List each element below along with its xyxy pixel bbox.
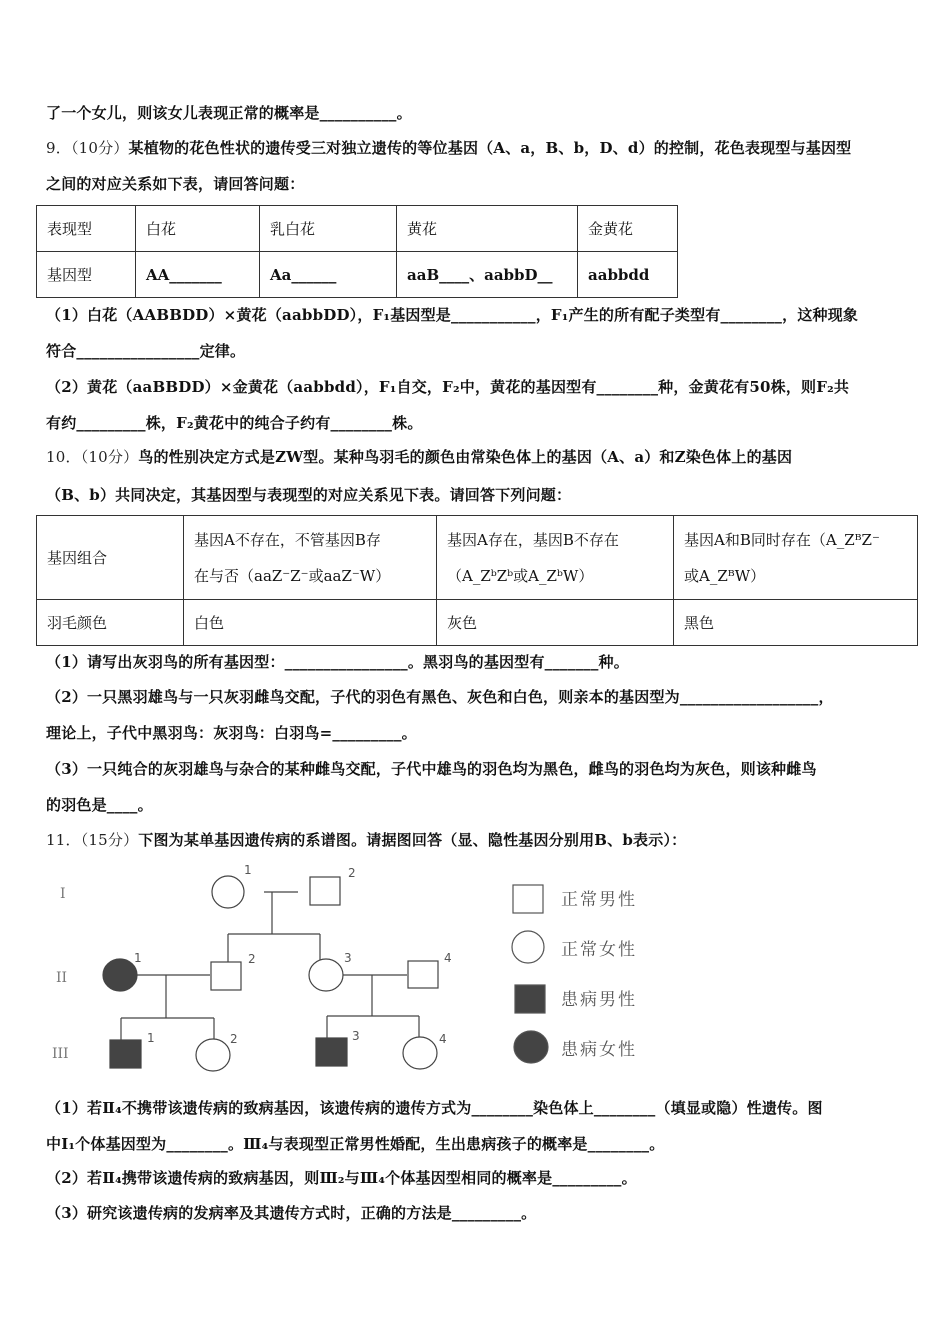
- I-1-number: 1: [244, 863, 252, 877]
- table-cell: 白色: [184, 600, 437, 646]
- gen-label-II: II: [56, 970, 68, 986]
- legend-normal-male: 正常男性: [561, 890, 637, 910]
- III-4-number: 4: [439, 1032, 447, 1046]
- q9-table-row-genotype: [37, 252, 678, 298]
- cell-line: 基因A和B同时存在（A_ZᴮZ⁻: [684, 530, 880, 549]
- III-3-affected-male-icon: [316, 1038, 347, 1066]
- q10-stem-line2: （B、b）共同决定，其基因型与表现型的对应关系见下表。请回答下列问题：: [46, 486, 572, 504]
- q11-sub1-line1: （1）若Ⅱ₄不携带该遗传病的致病基因，该遗传病的遗传方式为________染色体上________（填显或隐）性遗传。图: [46, 1099, 823, 1117]
- table-cell: [184, 516, 437, 600]
- cell-line: 基因A存在，基因B不存在: [447, 530, 619, 549]
- q10-number: 10．: [46, 448, 81, 466]
- I-2-normal-male-icon: [310, 877, 340, 905]
- table-cell: 表现型: [37, 206, 136, 252]
- generation-labels: [52, 886, 69, 1062]
- intro-line: 了一个女儿，则该女儿表现正常的概率是__________。: [46, 104, 412, 122]
- table-cell: 黑色: [674, 600, 918, 646]
- table-cell: 金黄花: [578, 206, 678, 252]
- q9-table: [36, 205, 678, 298]
- table-cell: 灰色: [437, 600, 674, 646]
- II-1-number: 1: [134, 951, 142, 965]
- q10-stem-text: 鸟的性别决定方式是ZW型。某种鸟羽毛的颜色由常染色体上的基因（A、a）和Z染色体上的基因: [138, 448, 793, 466]
- q9-sub1-line2: 符合________________定律。: [46, 342, 246, 360]
- q11-stem: [46, 830, 686, 850]
- q9-stem-text: 某植物的花色性状的遗传受三对独立遗传的等位基因（A、a，B、b，D、d）的控制，花色表现型与基因型: [128, 139, 852, 157]
- table-cell: aabbdd: [578, 252, 678, 298]
- III-2-normal-female-icon: [196, 1039, 230, 1071]
- affected-male-legend-icon: [515, 985, 545, 1013]
- q11-sub1-line2: 中Ⅰ₁个体基因型为________。Ⅲ₄与表现型正常男性婚配，生出患病孩子的概率是________。: [46, 1135, 665, 1153]
- q11-number: 11．: [46, 831, 81, 849]
- cell-line: 或A_ZᴮW）: [684, 566, 766, 585]
- affected-female-legend-icon: [514, 1031, 548, 1063]
- q10-stem-line1: [46, 447, 792, 467]
- q10-table: [36, 515, 918, 646]
- q9-number: 9．: [46, 139, 71, 157]
- table-cell: [674, 516, 918, 600]
- q9-table-row-phenotype: [37, 206, 678, 252]
- q10-table-row-color: [37, 600, 918, 646]
- II-1-affected-female-icon: [103, 959, 137, 991]
- III-2-number: 2: [230, 1032, 238, 1046]
- table-cell: 基因型: [37, 252, 136, 298]
- q9-score: （10分）: [70, 139, 129, 157]
- pedigree-chart: [40, 858, 480, 1078]
- legend-affected-female: 患病女性: [561, 1040, 637, 1060]
- cell-line: （A_ZᵇZᵇ或A_ZᵇW）: [447, 566, 594, 585]
- table-cell: 乳白花: [260, 206, 397, 252]
- cell-line: 在与否（aaZ⁻Z⁻或aaZ⁻W）: [194, 566, 391, 585]
- q10-sub2-line2: 理论上，子代中黑羽鸟：灰羽鸟：白羽鸟=_________。: [46, 724, 417, 742]
- I-1-normal-female-icon: [212, 876, 244, 908]
- normal-male-legend-icon: [513, 885, 543, 913]
- table-cell: 基因组合: [37, 516, 184, 600]
- III-1-number: 1: [147, 1031, 155, 1045]
- q11-stem-text: 下图为某单基因遗传病的系谱图。请据图回答（显、隐性基因分别用B、b表示）：: [138, 831, 687, 849]
- table-cell: 白花: [136, 206, 260, 252]
- III-3-number: 3: [352, 1029, 360, 1043]
- II-2-number: 2: [248, 952, 256, 966]
- II-4-normal-male-icon: [408, 961, 438, 988]
- q10-sub3-line2: 的羽色是____。: [46, 796, 153, 814]
- table-cell: AA_______: [136, 252, 260, 298]
- table-cell: Aa______: [260, 252, 397, 298]
- q10-score: （10分）: [80, 448, 139, 466]
- table-cell: aaB____、aabbD__: [397, 252, 578, 298]
- q9-sub1-line1: （1）白花（AABBDD）×黄花（aabbDD），F₁基因型是___________，F₁产生的所有配子类型有________，这种现象: [46, 306, 859, 324]
- q10-table-row-genes: [37, 516, 918, 600]
- III-4-normal-female-icon: [403, 1037, 437, 1069]
- II-3-normal-female-icon: [309, 959, 343, 991]
- gen-label-I: I: [60, 886, 66, 902]
- q11-score: （15分）: [80, 831, 139, 849]
- table-cell: 羽毛颜色: [37, 600, 184, 646]
- I-2-number: 2: [348, 866, 356, 880]
- cell-line: 基因A不存在，不管基因B存: [194, 530, 381, 549]
- II-3-number: 3: [344, 951, 352, 965]
- II-4-number: 4: [444, 951, 452, 965]
- pedigree-legend: [505, 875, 665, 1070]
- q9-sub2-line2: 有约_________株，F₂黄花中的纯合子约有________株。: [46, 414, 423, 432]
- II-2-normal-male-icon: [211, 962, 241, 990]
- normal-female-legend-icon: [512, 931, 544, 963]
- q10-sub2-line1: （2）一只黑羽雄鸟与一只灰羽雌鸟交配，子代的羽色有黑色、灰色和白色，则亲本的基因型为__________________，: [46, 688, 834, 706]
- table-cell: [437, 516, 674, 600]
- III-1-affected-male-icon: [110, 1040, 141, 1068]
- q11-sub3: （3）研究该遗传病的发病率及其遗传方式时，正确的方法是_________。: [46, 1204, 537, 1222]
- q10-sub1: （1）请写出灰羽鸟的所有基因型：________________。黑羽鸟的基因型有_______种。: [46, 653, 629, 671]
- q9-stem-line2: 之间的对应关系如下表，请回答问题：: [46, 175, 305, 193]
- q9-stem-line1: [46, 138, 851, 158]
- table-cell: 黄花: [397, 206, 578, 252]
- legend-affected-male: 患病男性: [561, 990, 637, 1010]
- gen-label-III: III: [52, 1046, 69, 1062]
- q11-sub2: （2）若Ⅱ₄携带该遗传病的致病基因，则Ⅲ₂与Ⅲ₄个体基因型相同的概率是_________。: [46, 1169, 637, 1187]
- q10-sub3-line1: （3）一只纯合的灰羽雄鸟与杂合的某种雌鸟交配，子代中雄鸟的羽色均为黑色，雌鸟的羽色均为灰色，则该种雌鸟: [46, 760, 817, 778]
- legend-normal-female: 正常女性: [561, 940, 637, 960]
- q9-sub2-line1: （2）黄花（aaBBDD）×金黄花（aabbdd），F₁自交，F₂中，黄花的基因型有________种，金黄花有50株，则F₂共: [46, 378, 850, 396]
